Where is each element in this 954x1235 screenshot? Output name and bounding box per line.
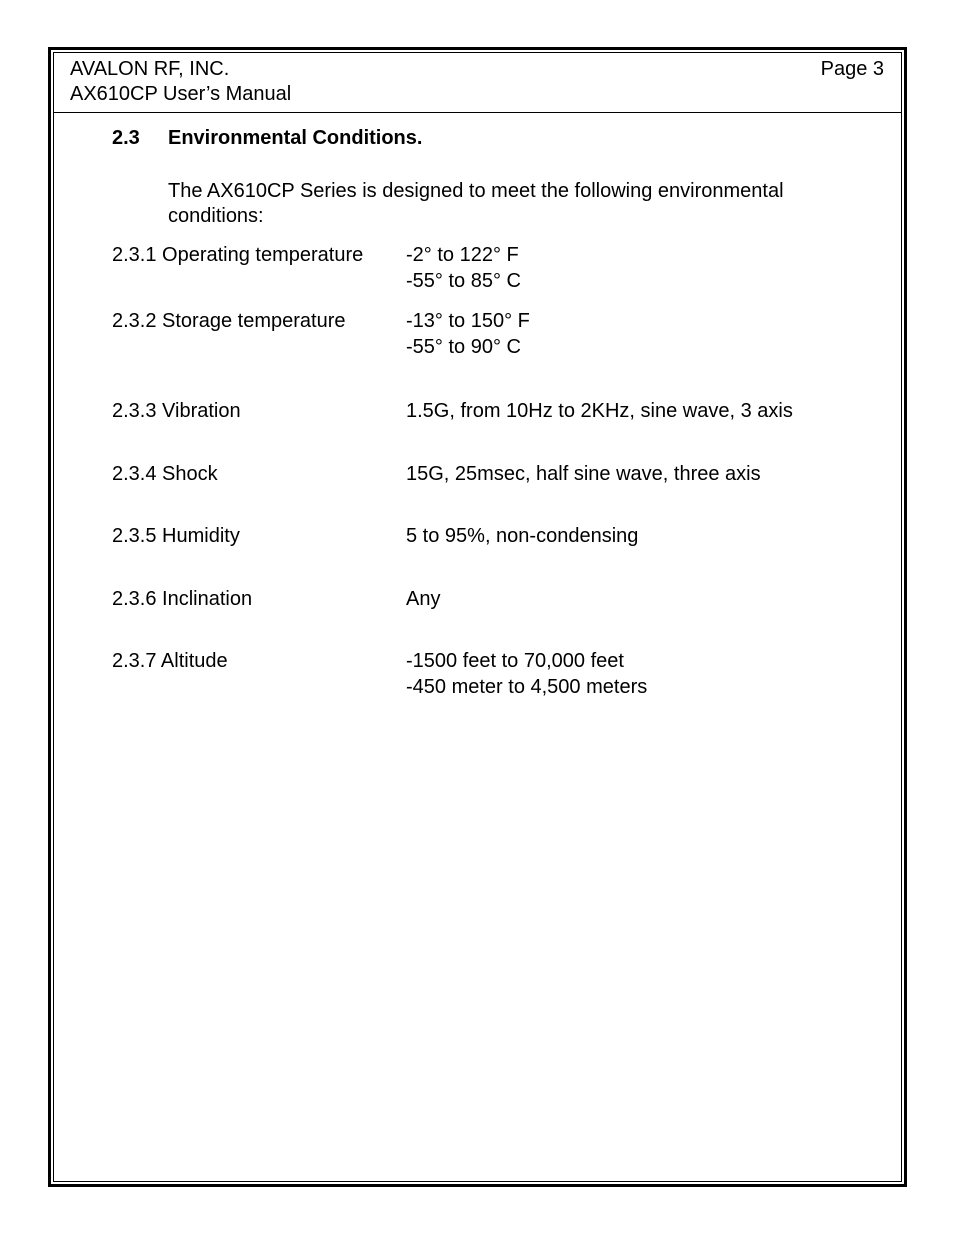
section-number: 2.3 [112,127,140,149]
condition-label-altitude: 2.3.7 Altitude [112,650,228,672]
header-divider [53,112,901,113]
intro-line-1: The AX610CP Series is designed to meet the following environmental [168,180,784,202]
condition-value: Any [406,588,441,610]
condition-value: 15G, 25msec, half sine wave, three axis [406,463,761,485]
section-title: Environmental Conditions. [168,127,423,149]
condition-value: -55° to 90° C [406,336,521,358]
header-manual-title: AX610CP User’s Manual [70,83,292,105]
intro-line-2: conditions: [168,205,264,227]
condition-label-shock: 2.3.4 Shock [112,463,218,485]
condition-label-storage-temperature: 2.3.2 Storage temperature [112,310,346,332]
condition-label-vibration: 2.3.3 Vibration [112,400,241,422]
header-page-number: Page 3 [820,58,884,80]
condition-label-humidity: 2.3.5 Humidity [112,525,240,547]
condition-label-operating-temperature: 2.3.1 Operating temperature [112,244,364,266]
condition-value: 5 to 95%, non-condensing [406,525,639,547]
condition-value: 1.5G, from 10Hz to 2KHz, sine wave, 3 axis [406,400,793,422]
condition-value: -55° to 85° C [406,270,521,292]
condition-value: -2° to 122° F [406,244,519,266]
condition-label-inclination: 2.3.6 Inclination [112,588,253,610]
condition-value: -450 meter to 4,500 meters [406,676,648,698]
condition-value: -13° to 150° F [406,310,530,332]
header-company: AVALON RF, INC. [70,58,230,80]
condition-value: -1500 feet to 70,000 feet [406,650,624,672]
